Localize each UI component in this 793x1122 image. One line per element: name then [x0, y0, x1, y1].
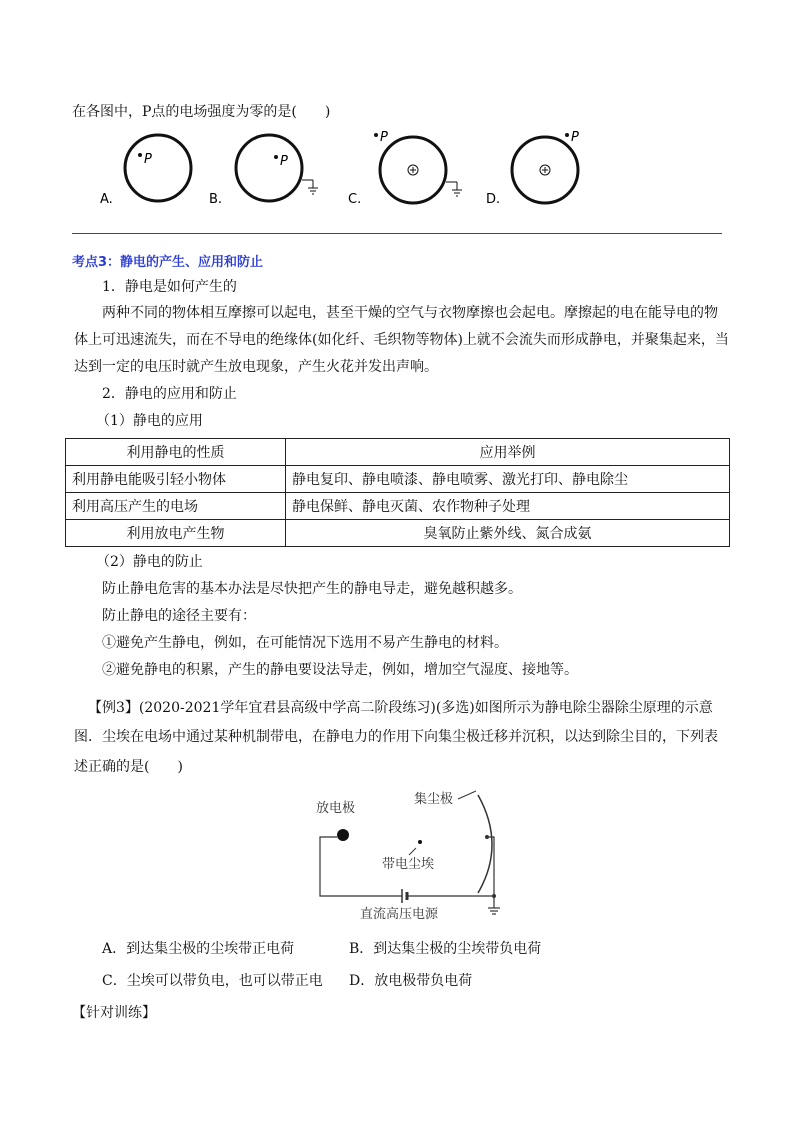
field-figures — [95, 128, 595, 210]
figure-a-point-label: P — [144, 152, 152, 167]
option-a: A．到达集尘极的尘埃带正电荷 — [102, 941, 295, 957]
discharge-electrode-label: 放电极 — [316, 801, 356, 816]
question-intro: 在各图中，P点的电场强度为零的是( ) — [72, 104, 331, 120]
figure-d-point-label: P — [571, 130, 579, 145]
table-row — [66, 466, 730, 493]
table-cell: 利用高压产生的电场 — [66, 493, 286, 520]
example-line1: 【例3】(2020-2021学年宜君县高级中学高二阶段练习)(多选)如图所示为静电除尘器除尘原理的示意 — [88, 700, 713, 716]
subheading-2: 2．静电的应用和防止 — [102, 386, 237, 402]
precipitator-diagram — [310, 785, 520, 925]
para1-line1: 两种不同的物体相互摩擦可以起电，甚至干燥的空气与衣物摩擦也会起电。摩擦起的电在能导电的物 — [102, 305, 718, 321]
table-row — [66, 520, 730, 547]
figure-d-letter: D. — [486, 192, 501, 207]
table-cell: 臭氧防止紫外线、氮合成氨 — [286, 520, 730, 547]
figure-c-point-label: P — [380, 130, 388, 145]
prevent-line3: ①避免产生静电，例如，在可能情况下选用不易产生静电的材料。 — [102, 635, 508, 651]
static-application-table — [65, 438, 730, 547]
figure-b-letter: B. — [209, 192, 223, 207]
table-header: 利用静电的性质 — [66, 439, 286, 466]
figure-b — [209, 135, 318, 207]
example-line2: 图．尘埃在电场中通过某种机制带电，在静电力的作用下向集尘极迁移并沉积，以达到除尘目的，下列表 — [74, 729, 718, 745]
dust-label: 带电尘埃 — [382, 857, 435, 872]
section-divider — [72, 233, 722, 234]
subheading-2-1: （1）静电的应用 — [96, 413, 203, 429]
collector-electrode-label: 集尘极 — [414, 792, 454, 807]
option-c: C．尘埃可以带负电，也可以带正电 — [102, 973, 323, 989]
table-cell: 利用放电产生物 — [66, 520, 286, 547]
dust-particle — [418, 840, 422, 844]
table-row — [66, 493, 730, 520]
table-cell: 利用静电能吸引轻小物体 — [66, 466, 286, 493]
table-header-row — [66, 439, 730, 466]
example-line3: 述正确的是( ) — [74, 759, 183, 775]
table-cell: 静电复印、静电喷漆、静电喷雾、激光打印、静电除尘 — [286, 466, 730, 493]
option-b: B．到达集尘极的尘埃带负电荷 — [349, 941, 542, 957]
figure-a — [100, 135, 191, 207]
para1-line2: 体上可迅速流失，而在不导电的绝缘体(如化纤、毛织物等物体)上就不会流失而形成静电，并聚集起来，当 — [74, 332, 729, 348]
subheading-1: 1．静电是如何产生的 — [102, 279, 237, 295]
table-header: 应用举例 — [286, 439, 730, 466]
figure-a-letter: A. — [100, 192, 113, 207]
figure-c — [348, 130, 462, 207]
section-heading: 考点3：静电的产生、应用和防止 — [72, 255, 264, 270]
para1-line3: 达到一定的电压时就产生放电现象，产生火花并发出声响。 — [74, 359, 438, 375]
figure-c-letter: C. — [348, 192, 362, 207]
figure-b-point-label: P — [280, 154, 288, 169]
prevent-line2: 防止静电的途径主要有： — [102, 608, 256, 624]
option-d: D．放电极带负电荷 — [349, 973, 473, 989]
power-source-label: 直流高压电源 — [360, 907, 439, 922]
discharge-electrode-dot — [337, 829, 349, 841]
subheading-2-2: （2）静电的防止 — [96, 554, 203, 570]
prevent-line4: ②避免静电的积累，产生的静电要设法导走，例如，增加空气湿度、接地等。 — [102, 662, 578, 678]
table-cell: 静电保鲜、静电灭菌、农作物种子处理 — [286, 493, 730, 520]
prevent-line1: 防止静电危害的基本办法是尽快把产生的静电导走，避免越积越多。 — [102, 581, 522, 597]
figure-d — [486, 130, 579, 207]
training-heading: 【针对训练】 — [72, 1005, 156, 1021]
